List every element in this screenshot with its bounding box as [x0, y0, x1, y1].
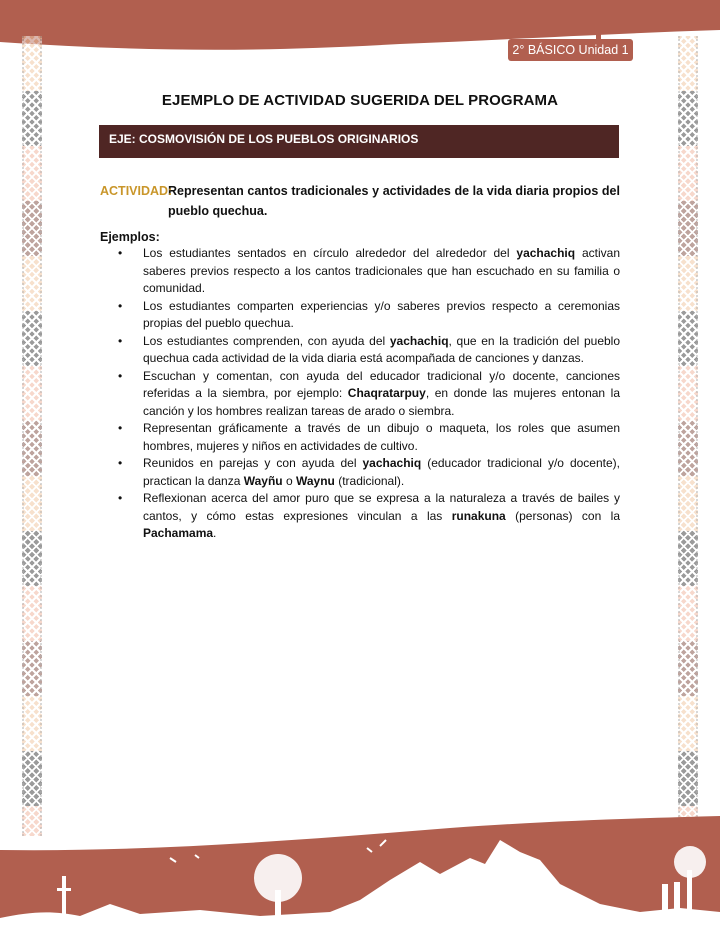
example-text: Los estudiantes comprenden, con ayuda del — [143, 333, 390, 348]
left-textile-border-icon — [22, 36, 42, 836]
grade-unit-badge: 2° BÁSICO Unidad 1 — [508, 39, 633, 61]
badge-stem — [596, 24, 601, 40]
example-item — [100, 333, 620, 368]
example-text: Reflexionan acerca del amor puro que se expresa a la naturaleza a través de bailes y cantos, y cómo estas expresiones vinculan a las — [143, 491, 620, 523]
emphasized-term: Pachamama — [143, 526, 214, 540]
emphasized-term: yachachiq — [362, 456, 422, 470]
example-text: Los estudiantes comparten experiencias y/o saberes previos respecto a ceremonias propias del pueblo quechua. — [143, 298, 620, 330]
example-text: o — [282, 473, 296, 488]
activity-block — [100, 181, 620, 221]
examples-list — [100, 245, 620, 543]
bullet-icon: • — [118, 421, 123, 435]
bullet-icon: • — [118, 368, 123, 383]
activity-label: ACTIVIDAD: — [100, 184, 173, 198]
emphasized-term: yachachiq — [516, 246, 576, 260]
landscape-silhouette-icon — [0, 800, 720, 932]
example-text: (tradicional). — [334, 473, 405, 488]
example-text: Escuchan y comentan, con ayuda del educador tradicional y/o docente, canciones referidas a la siembra, por ejemplo: — [143, 368, 620, 400]
eje-bar — [99, 125, 619, 158]
emphasized-term: Wayñu — [243, 473, 283, 488]
activity-text: Representan cantos tradicionales y actividades de la vida diaria propios del pueblo quechua. — [168, 184, 620, 218]
example-text: (educador tradicional y/o docente), practican la danza — [143, 456, 620, 488]
page-title: EJEMPLO DE ACTIVIDAD SUGERIDA DEL PROGRAMA — [161, 92, 559, 109]
example-item — [100, 490, 620, 543]
example-text: , que en la tradición del pueblo quechua cada actividad de la vida diaria está acompañada de canciones y danzas. — [143, 333, 621, 365]
example-item — [100, 455, 620, 490]
example-text: activan saberes previos respecto a los cantos tradicionales que han escuchado en su familia o comunidad. — [143, 246, 621, 295]
right-textile-border-icon — [678, 36, 698, 836]
example-text: . — [213, 526, 217, 540]
bullet-icon: • — [118, 246, 123, 260]
example-item — [100, 245, 620, 298]
emphasized-term: runakuna — [451, 508, 506, 523]
emphasized-term: Waynu — [295, 473, 335, 488]
example-item — [100, 420, 620, 455]
example-text: (personas) con la — [505, 508, 620, 523]
example-item — [100, 368, 620, 421]
bullet-icon: • — [118, 491, 123, 505]
bullet-icon: • — [118, 298, 123, 313]
eje-label: EJE: COSMOVISIÓN DE LOS PUEBLOS ORIGINARIOS — [109, 132, 419, 146]
bullet-icon: • — [118, 456, 123, 470]
example-item — [100, 298, 620, 333]
bullet-icon: • — [118, 333, 123, 348]
emphasized-term: yachachiq — [389, 333, 449, 348]
emphasized-term: Chaqratarpuy — [347, 386, 426, 400]
examples-title: Ejemplos: — [100, 230, 160, 244]
example-text: , en donde las mujeres entonan la canción y los hombres realizan tareas de arado o siembra. — [143, 386, 620, 418]
example-text: Los estudiantes sentados en círculo alrededor del alrededor del — [143, 246, 517, 260]
example-text: Representan gráficamente a través de un dibujo o maqueta, los roles que asumen hombres, mujeres y niños en actividades de cultivo. — [143, 421, 620, 453]
example-text: Reunidos en parejas y con ayuda del — [143, 456, 363, 470]
